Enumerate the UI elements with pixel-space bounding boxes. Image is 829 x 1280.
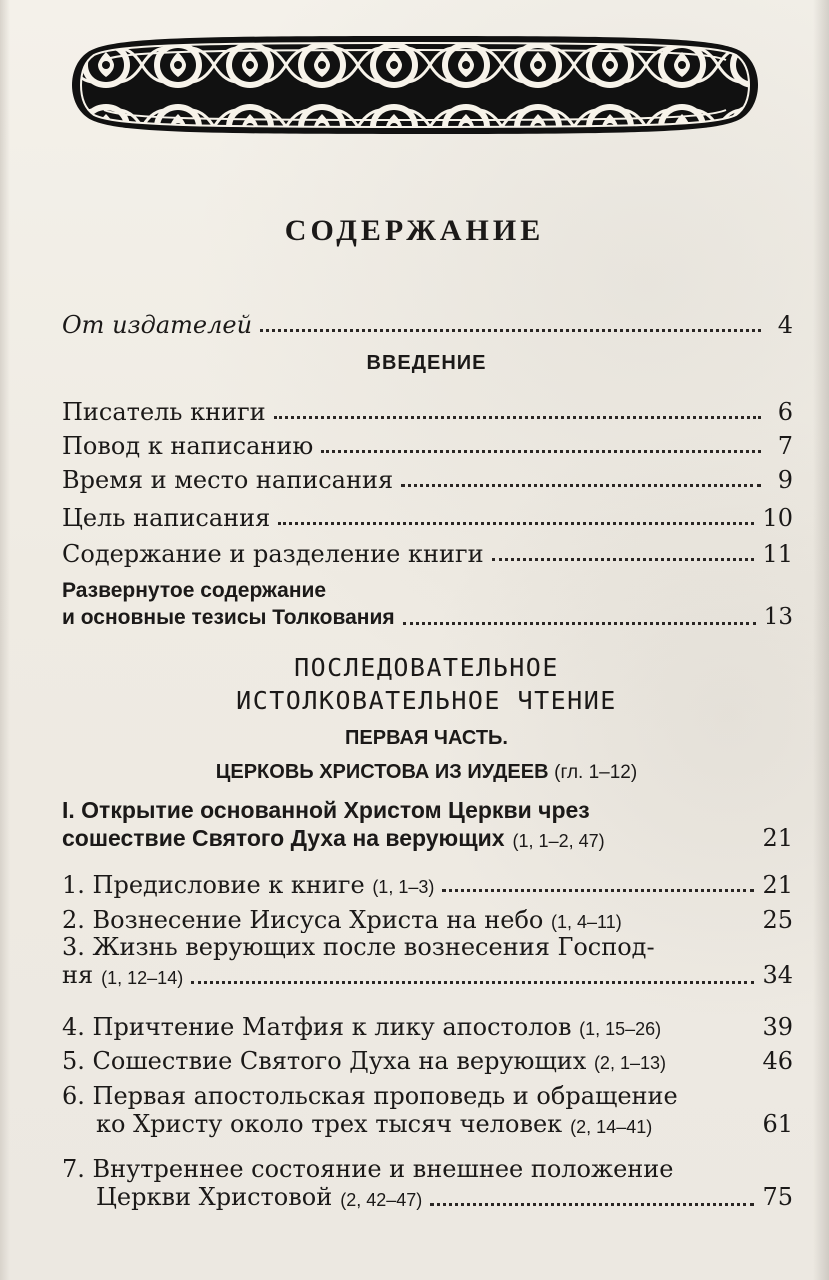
toc-item-citation: (2, 1–13) [593, 1052, 666, 1073]
toc-item-text: 2. Вознесение Иисуса Христа на небо [62, 907, 544, 933]
page-number: 25 [762, 905, 793, 934]
page-number: 46 [762, 1046, 793, 1075]
toc-item-6-line-2 [62, 1110, 793, 1138]
toc-entry-label: Писатель книги [62, 399, 266, 425]
part-subheading-range: (гл. 1–12) [554, 762, 638, 783]
dot-leader [430, 1203, 754, 1206]
toc-item-citation: (1, 1–3) [372, 876, 435, 897]
section-i-line-2-text: сошествие Святого Духа на верующих [62, 825, 505, 852]
toc-item-text: 4. Причтение Матфия к лику апостолов [62, 1014, 572, 1040]
toc-entry-label: Содержание и разделение книги [62, 541, 484, 567]
dot-leader [442, 889, 754, 892]
toc-entry-line-1: Развернутое содержание [62, 579, 327, 602]
toc-entry-occasion[interactable] [62, 425, 793, 459]
page-number: 11 [762, 539, 793, 568]
toc-item-7-line-2 [62, 1183, 793, 1211]
toc-item-6-line-2-text: ко Христу около трех тысяч человек [96, 1110, 563, 1139]
part-heading: ПЕРВАЯ ЧАСТЬ. [345, 727, 508, 749]
toc-item-text: 1. Предисловие к книге [62, 872, 365, 898]
dot-leader [492, 558, 755, 561]
toc-item-7-line-2-text: Церкви Христовой [96, 1183, 333, 1212]
toc-item-6-line-1: 6. Первая апостольская проповедь и обращение [62, 1082, 678, 1110]
toc-item-7-line-1: 7. Внутреннее состояние и внешнее положение [62, 1155, 674, 1183]
toc-item-text: 5. Сошествие Святого Духа на верующих [62, 1048, 587, 1074]
toc-item-label [62, 1049, 666, 1074]
section-heading-introduction: ВВЕДЕНИЕ [366, 352, 487, 374]
toc-item-citation: (2, 42–47) [340, 1190, 423, 1211]
toc-entry-line-2 [62, 604, 793, 631]
toc-entry-label: Цель написания [62, 505, 271, 531]
dot-leader [191, 981, 754, 984]
toc-item-3[interactable] [62, 933, 793, 990]
toc-item-1[interactable] [62, 864, 793, 898]
toc-item-5[interactable] [62, 1040, 793, 1074]
toc-item-citation: (2, 14–41) [570, 1117, 653, 1138]
toc-section-i[interactable] [62, 797, 793, 852]
section-heading-sequential-line-2: ИСТОЛКОВАТЕЛЬНОЕ ЧТЕНИЕ [236, 686, 617, 715]
toc-item-7[interactable] [62, 1155, 793, 1212]
page-number: 4 [777, 310, 793, 339]
toc-item-citation: (1, 4–11) [551, 911, 622, 932]
section-heading-sequential-line-1: ПОСЛЕДОВАТЕЛЬНОЕ [294, 653, 559, 682]
toc-item-3-line-2 [62, 961, 793, 989]
toc-item-4[interactable] [62, 1006, 793, 1040]
toc-entry-purpose[interactable] [62, 497, 793, 531]
toc-entry-time-place[interactable] [62, 459, 793, 493]
dot-leader [260, 329, 761, 332]
toc-item-2[interactable] [62, 899, 793, 933]
toc-entry-expanded-content[interactable] [62, 579, 793, 631]
dot-leader [403, 622, 756, 625]
part-subheading [60, 761, 793, 784]
page-title: СОДЕРЖАНИЕ [284, 214, 545, 247]
page-number: 39 [762, 1012, 793, 1041]
page-number: 21 [762, 870, 793, 899]
toc-entry-author[interactable] [62, 391, 793, 425]
page-number: 34 [762, 961, 793, 990]
page-number: 6 [777, 397, 793, 426]
toc-entry-from-publishers[interactable] [62, 304, 793, 338]
toc-item-label [62, 873, 434, 898]
toc-item-label [62, 1015, 661, 1040]
dot-leader [321, 450, 761, 453]
toc-entry-line-2-text: и основные тезисы Толкования [62, 606, 395, 630]
page-number: 7 [777, 431, 793, 460]
page-number: 61 [762, 1110, 793, 1139]
section-i-line-1: I. Открытие основанной Христом Церкви чрез [62, 797, 590, 823]
toc-entry-content-division[interactable] [62, 533, 793, 567]
toc-item-3-line-2-text: ня [62, 961, 94, 990]
dot-leader [401, 484, 761, 487]
toc-item-6[interactable] [62, 1082, 793, 1139]
decorative-border-ornament [70, 34, 760, 136]
toc-item-citation: (1, 15–26) [579, 1018, 662, 1039]
section-i-citation: (1, 1–2, 47) [512, 831, 605, 852]
toc-entry-label: Время и место написания [62, 467, 394, 493]
page-number: 75 [762, 1183, 793, 1212]
part-subheading-text: ЦЕРКОВЬ ХРИСТОВА ИЗ ИУДЕЕВ [215, 761, 549, 783]
page-number: 10 [762, 503, 793, 532]
toc-item-label [62, 908, 622, 933]
toc-item-citation: (1, 12–14) [101, 968, 184, 989]
page-number: 13 [763, 603, 793, 630]
dot-leader [274, 416, 761, 419]
toc-item-3-line-1: 3. Жизнь верующих после вознесения Господ- [62, 933, 655, 961]
dot-leader [278, 522, 754, 525]
toc-entry-label: От издателей [62, 312, 253, 338]
section-i-line-2 [62, 824, 793, 852]
toc-entry-label: Повод к написанию [62, 433, 314, 459]
page-number: 21 [762, 824, 793, 853]
page-number: 9 [777, 465, 793, 494]
